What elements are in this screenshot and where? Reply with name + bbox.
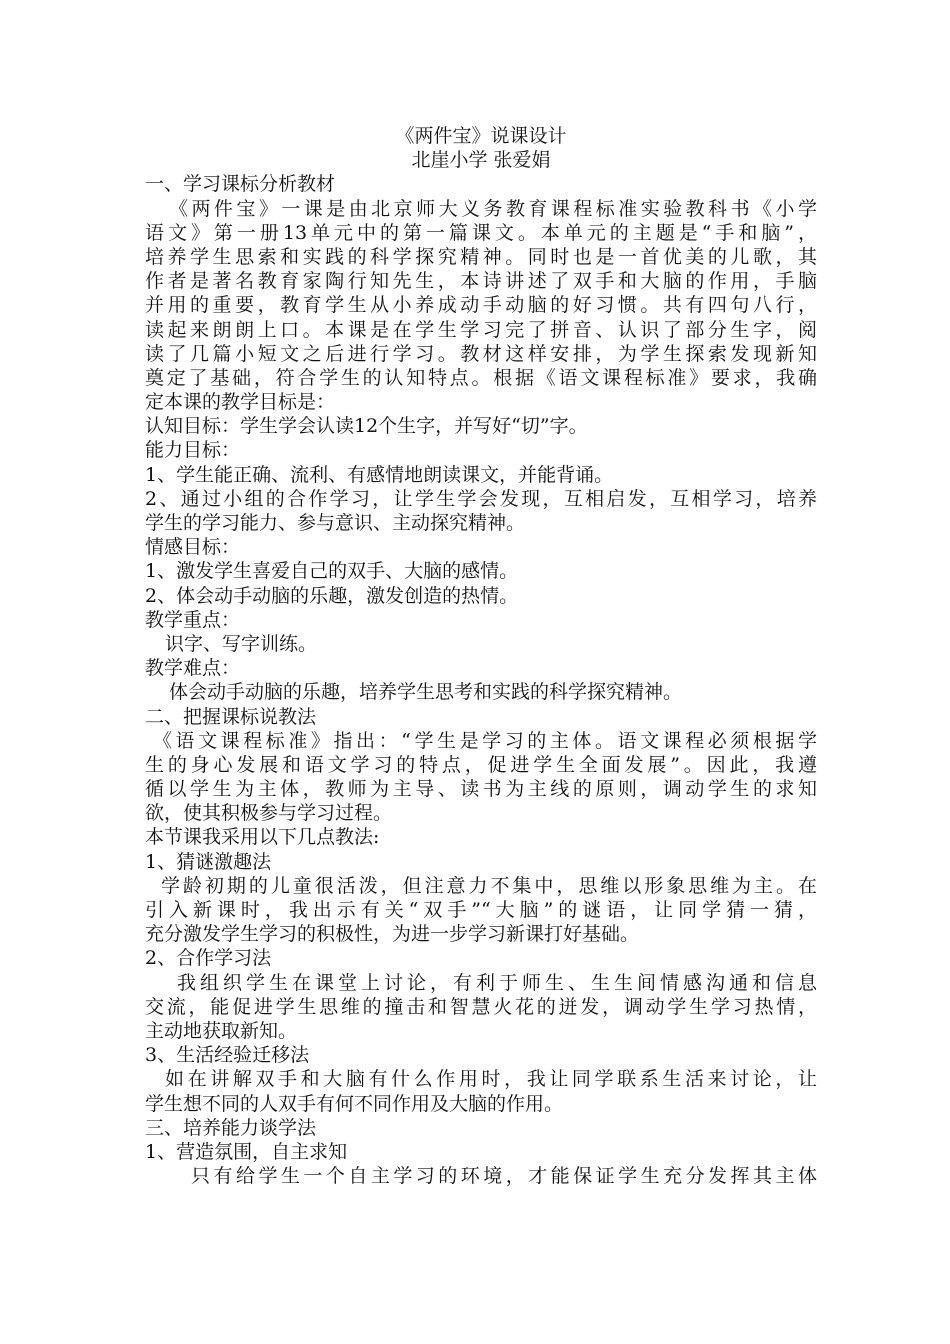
text-line: 读起来朗朗上口。本课是在学生学习完了拼音、认识了部分生字，阅 — [145, 318, 817, 341]
text-line: 能力目标： — [145, 439, 241, 462]
text-line: 交流，能促进学生思维的撞击和智慧火花的迸发，调动学生学习热情， — [145, 995, 817, 1018]
text-line: 2、合作学习法 — [145, 947, 272, 970]
text-line: 定本课的教学目标是： — [145, 391, 336, 414]
text-line: 引入新课时，我出示有关“双手”“大脑”的谜语，让同学猜一猜， — [145, 899, 817, 921]
text-line: 学龄初期的儿童很活泼，但注意力不集中，思维以形象思维为主。在 — [161, 874, 817, 897]
text-line: 三、培养能力谈学法 — [145, 1116, 317, 1139]
text-line: 体会动手动脑的乐趣，培养学生思考和实践的科学探究精神。 — [169, 681, 683, 704]
document-author: 北崖小学 张爱娟 — [411, 149, 551, 172]
text-line: 2、通过小组的合作学习，让学生学会发现，互相启发，互相学习，培养 — [145, 487, 817, 510]
document-text — [145, 172, 817, 1188]
text-line: 一、学习课标分析教材 — [145, 173, 336, 196]
text-line: 1、营造氛围，自主求知 — [145, 1140, 348, 1163]
text-line: 教学重点： — [145, 608, 241, 631]
text-line: 充分激发学生学习的积极性，为进一步学习新课打好基础。 — [145, 923, 640, 946]
document-title: 《两件宝》说课设计 — [395, 125, 567, 147]
text-line: 培养学生思索和实践的科学探究精神。同时也是一首优美的儿歌，其 — [145, 245, 817, 268]
text-line: 识字、写字训练。 — [165, 632, 318, 655]
text-line: 本节课我采用以下几点教法: — [145, 826, 380, 849]
text-line: 循以学生为主体，教师为主导、读书为主线的原则，调动学生的求知 — [145, 778, 817, 801]
text-line: 1、激发学生喜爱自己的双手、大脑的感情。 — [145, 560, 519, 583]
text-line: 情感目标： — [145, 536, 241, 559]
text-line: 读了几篇小短文之后进行学习。教材这样安排，为学生探索发现新知 — [145, 342, 817, 365]
text-line: 生的身心发展和语文学习的特点，促进学生全面发展”。因此，我遵 — [145, 753, 817, 776]
text-line: 我组织学生在课堂上讨论，有利于师生、生生间情感沟通和信息 — [177, 971, 817, 994]
document-body — [145, 124, 817, 1188]
text-line: 1、猜谜激趣法 — [145, 850, 272, 873]
text-line: 教学难点： — [145, 657, 241, 680]
text-line: 2、体会动手动脑的乐趣，激发创造的热情。 — [145, 584, 519, 607]
text-line: 欲，使其积极参与学习过程。 — [145, 802, 393, 825]
text-line: 学生的学习能力、参与意识、主动探究精神。 — [145, 512, 526, 534]
text-line: 如在讲解双手和大脑有什么作用时，我让同学联系生活来讨论，让 — [165, 1068, 817, 1091]
text-line: 学生想不同的人双手有何不同作用及大脑的作用。 — [145, 1092, 564, 1115]
text-line: 1、学生能正确、流利、有感情地朗读课文，并能背诵。 — [145, 463, 614, 486]
text-line: 二、把握课标说教法 — [145, 705, 317, 728]
text-line: 《两件宝》一课是由北京师大义务教育课程标准实验教科书《小学 — [169, 197, 817, 220]
text-line: 奠定了基础，符合学生的认知特点。根据《语文课程标准》要求，我确 — [145, 366, 817, 389]
text-line: 并用的重要，教育学生从小养成动手动脑的好习惯。共有四句八行， — [145, 294, 817, 317]
text-line: 3、生活经验迁移法 — [145, 1044, 310, 1067]
text-line: 认知目标：学生学会认读12个生字，并写好“切”字。 — [145, 415, 588, 438]
text-line: 作者是著名教育家陶行知先生，本诗讲述了双手和大脑的作用，手脑 — [145, 270, 817, 293]
text-line: 主动地获取新知。 — [145, 1019, 298, 1042]
text-line: 《语文课程标准》指出：“学生是学习的主体。语文课程必须根据学 — [153, 729, 817, 752]
text-line: 语文》第一册13单元中的第一篇课文。本单元的主题是“手和脑”， — [145, 221, 817, 244]
text-line: 只有给学生一个自主学习的环境，才能保证学生充分发挥其主体 — [191, 1165, 817, 1188]
